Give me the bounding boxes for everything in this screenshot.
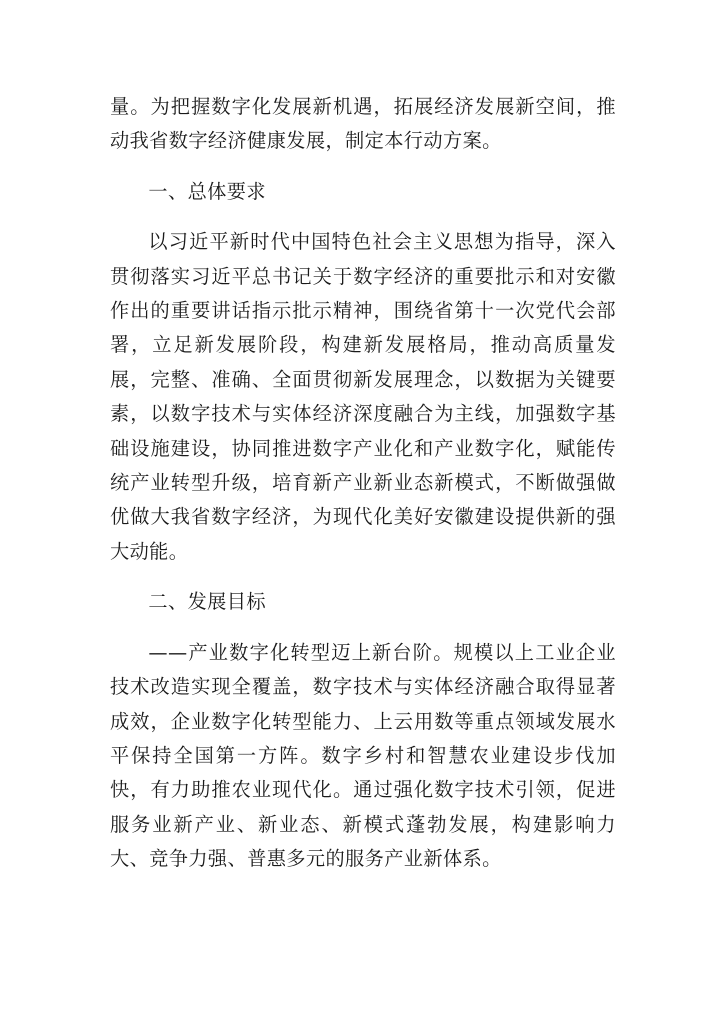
section-heading-development-goals: 二、发展目标: [148, 590, 266, 614]
paragraph-intro-continued: 量。为把握数字化发展新机遇，拓展经济发展新空间，推动我省数字经济健康发展，制定本行动方案。: [110, 95, 616, 153]
section-heading-overall-requirements: 一、总体要求: [148, 179, 266, 203]
document-page: [110, 90, 616, 893]
paragraph-goal-industrial-digitalization: ——产业数字化转型迈上新台阶。规模以上工业企业技术改造实现全覆盖，数字技术与实体经济融合取得显著成效，企业数字化转型能力、上云用数等重点领域发展水平保持全国第一方阵。数字乡村和智慧农业建设步伐加快，有力助推农业现代化。通过强化数字技术引领，促进服务业新产业、新业态、新模式蓬勃发展，构建影响力大、竞争力强、普惠多元的服务产业新体系。: [110, 640, 616, 871]
paragraph-overall-requirements: 以习近平新时代中国特色社会主义思想为指导，深入贯彻落实习近平总书记关于数字经济的重要批示和对安徽作出的重要讲话指示批示精神，围绕省第十一次党代会部署，立足新发展阶段，构建新发展格局，推动高质量发展，完整、准确、全面贯彻新发展理念，以数据为关键要素，以数字技术与实体经济深度融合为主线，加强数字基础设施建设，协同推进数字产业化和产业数字化，赋能传统产业转型升级，培育新产业新业态新模式，不断做强做优做大我省数字经济，为现代化美好安徽建设提供新的强大动能。: [110, 230, 616, 563]
